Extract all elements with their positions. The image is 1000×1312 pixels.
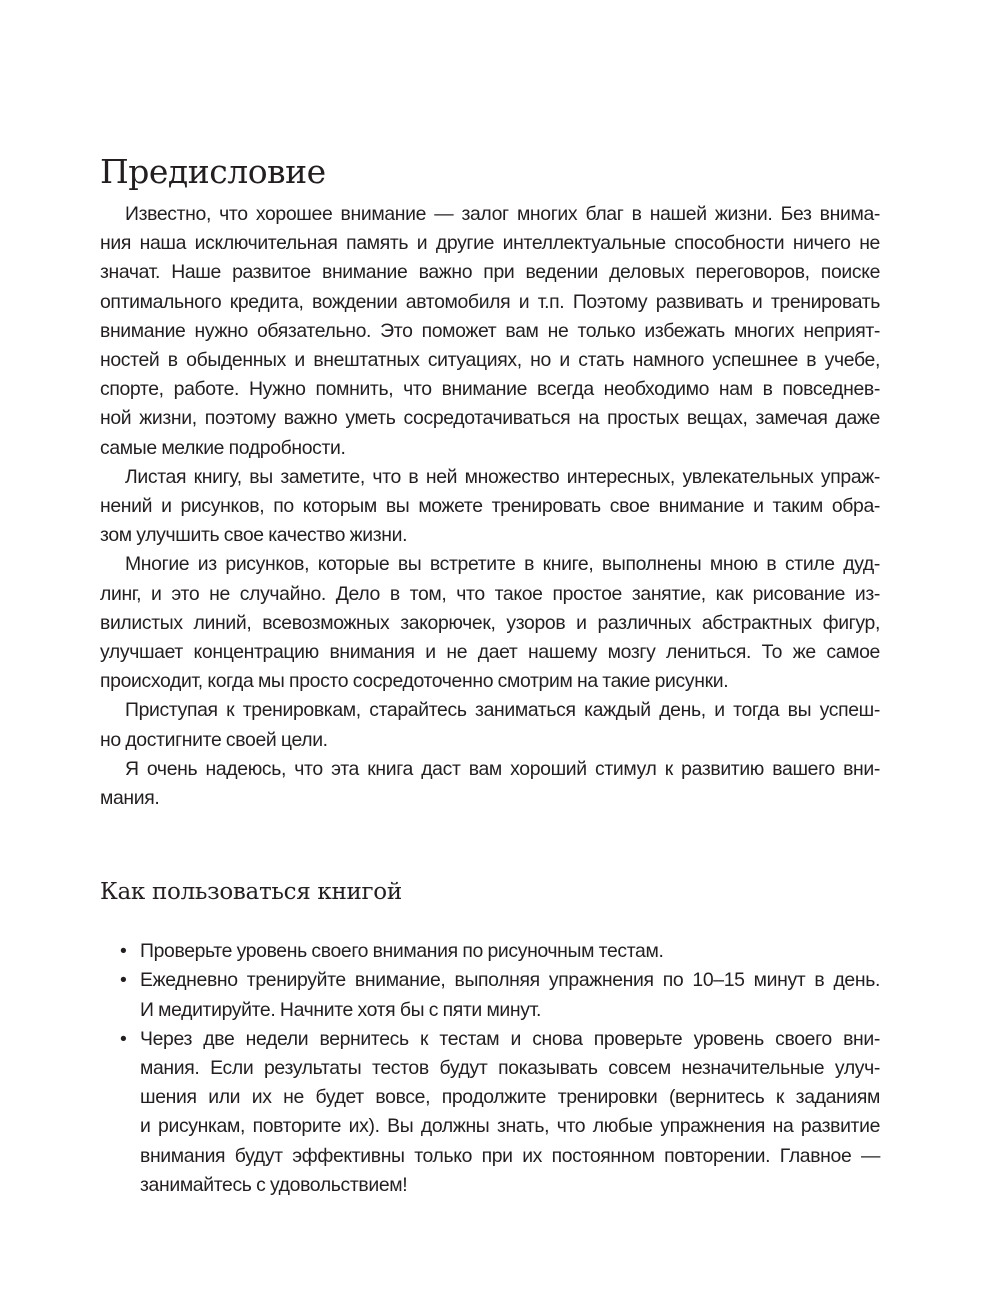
bullet-icon: • bbox=[120, 969, 127, 992]
text-line: Я очень надеюсь, что эта книга даст вам хороший стимул к развитию вашего вни- bbox=[125, 757, 880, 780]
text-line: ния наша исключительная память и другие интеллектуальные способности ничего не bbox=[100, 232, 880, 255]
text-line: Через две недели вернитесь к тестам и снова проверьте уровень своего вни- bbox=[140, 1027, 880, 1050]
text-line: внимания будут эффективны только при их постоянном повторении. Главное — bbox=[140, 1144, 880, 1167]
list-item bbox=[120, 937, 880, 966]
text-line: Многие из рисунков, которые вы встретите в книге, выполнены мною в стиле дуд- bbox=[125, 553, 880, 576]
text-line: самые мелкие подробности. bbox=[100, 436, 346, 459]
preface-paragraph bbox=[100, 755, 880, 813]
howto-heading: Как пользоваться книгой bbox=[100, 879, 402, 906]
text-line: нений и рисунков, по которым вы можете тренировать свое внимание и таким обра- bbox=[100, 495, 880, 518]
text-line: вилистых линий, всевозможных закорючек, узоров и различных абстрактных фигур, bbox=[100, 611, 880, 634]
text-line: линг, и это не случайно. Дело в том, что такое простое занятие, как рисование из- bbox=[100, 582, 880, 605]
text-line: происходит, когда мы просто сосредоточенно смотрим на такие рисунки. bbox=[100, 670, 729, 693]
preface-paragraph bbox=[100, 550, 880, 696]
text-line: Проверьте уровень своего внимания по рисуночным тестам. bbox=[140, 940, 664, 963]
howto-list bbox=[100, 937, 880, 1200]
bullet-icon: • bbox=[120, 1027, 127, 1050]
preface-paragraph bbox=[100, 696, 880, 754]
preface-heading: Предисловие bbox=[100, 152, 326, 191]
text-line: Приступая к тренировкам, старайтесь заниматься каждый день, и тогда вы успеш- bbox=[125, 699, 880, 722]
text-line: ностей в обыденных и внештатных ситуациях, но и стать намного успешнее в учебе, bbox=[100, 349, 880, 372]
text-line: ной жизни, поэтому важно уметь сосредотачиваться на простых вещах, замечая даже bbox=[100, 407, 880, 430]
text-line: мания. Если результаты тестов будут показывать совсем незначительные улуч- bbox=[140, 1057, 880, 1080]
text-line: улучшает концентрацию внимания и не дает нашему мозгу лениться. То же самое bbox=[100, 641, 880, 664]
text-line: Листая книгу, вы заметите, что в ней множество интересных, увлекательных упраж- bbox=[125, 465, 880, 488]
text-line: и рисункам, повторите их). Вы должны знать, что любые упражнения на развитие bbox=[140, 1115, 880, 1138]
preface-paragraph bbox=[100, 200, 880, 463]
text-line: шения или их не будет вовсе, продолжите тренировки (вернитесь к заданиям bbox=[140, 1086, 880, 1109]
list-item bbox=[120, 966, 880, 1024]
text-line: но достигните своей цели. bbox=[100, 728, 328, 751]
text-line: зом улучшить свое качество жизни. bbox=[100, 524, 408, 547]
list-item bbox=[120, 1025, 880, 1200]
text-line: значат. Наше развитое внимание важно при ведении деловых переговоров, поиске bbox=[100, 261, 880, 284]
preface-body bbox=[100, 200, 880, 813]
text-line: спорте, работе. Нужно помнить, что внимание всегда необходимо нам в повседнев- bbox=[100, 378, 880, 401]
text-line: оптимального кредита, вождении автомобиля и т.п. Поэтому развивать и тренировать bbox=[100, 290, 880, 313]
text-line: Ежедневно тренируйте внимание, выполняя упражнения по 10–15 минут в день. bbox=[140, 969, 880, 992]
text-line: Известно, что хорошее внимание — залог многих благ в нашей жизни. Без внима- bbox=[125, 203, 880, 225]
book-page bbox=[100, 148, 880, 1200]
text-line: занимайтесь с удовольствием! bbox=[140, 1173, 408, 1196]
text-line: мания. bbox=[100, 787, 160, 810]
bullet-icon: • bbox=[120, 940, 127, 963]
preface-paragraph bbox=[100, 463, 880, 551]
text-line: И медитируйте. Начните хотя бы с пяти минут. bbox=[140, 998, 542, 1021]
text-line: внимание нужно обязательно. Это поможет вам не только избежать многих неприят- bbox=[100, 319, 880, 342]
